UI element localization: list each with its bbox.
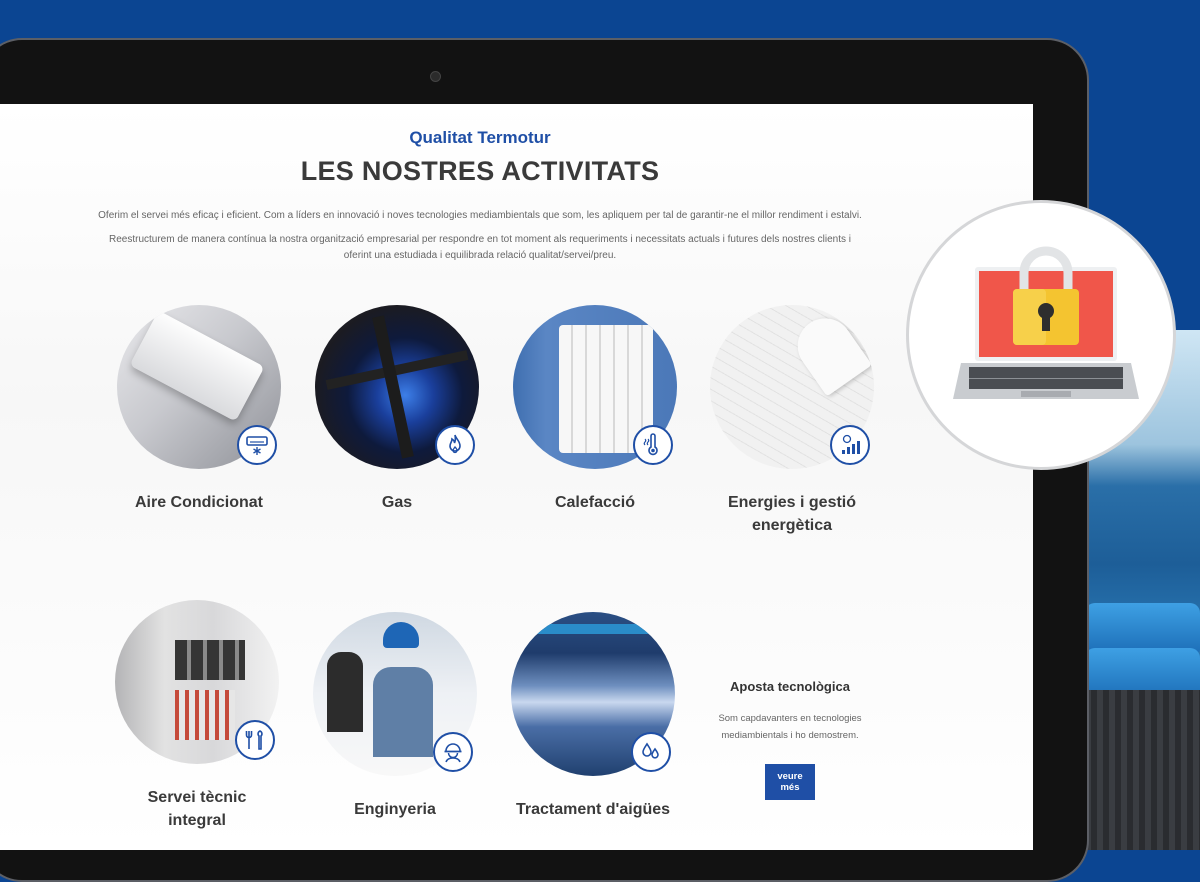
website-screen xyxy=(0,104,1033,850)
activity-card-servei-tecnic[interactable] xyxy=(112,600,282,832)
thermometer-icon xyxy=(633,425,673,465)
security-badge xyxy=(906,200,1176,470)
activity-card-tractament-aigues[interactable] xyxy=(508,612,678,821)
promo-title: Aposta tecnològica xyxy=(730,679,850,694)
laptop-padlock-icon xyxy=(909,203,1173,467)
promo-block xyxy=(700,679,880,800)
tools-icon xyxy=(235,720,275,760)
activity-title: Enginyeria xyxy=(354,801,436,818)
air-conditioner-icon xyxy=(237,425,277,465)
activity-image xyxy=(710,305,874,469)
activity-image xyxy=(511,612,675,776)
activity-image xyxy=(313,612,477,776)
energy-chart-icon xyxy=(830,425,870,465)
intro-text xyxy=(95,208,865,272)
activity-image xyxy=(315,305,479,469)
intro-paragraph: Oferim el servei més eficaç i eficient. Com a líders en innovació i noves tecnologies mediambientals que som, les apliquem per tal de garantir-ne el millor rendiment i estalvi. xyxy=(98,210,862,221)
water-drops-icon xyxy=(631,732,671,772)
laptop-camera xyxy=(430,71,441,82)
activity-image xyxy=(117,305,281,469)
activity-title: Aire Condicionat xyxy=(134,494,263,511)
page-title: LES NOSTRES ACTIVITATS xyxy=(300,156,660,186)
see-more-button[interactable]: veure més xyxy=(765,764,815,800)
activity-card-aire-condicionat[interactable] xyxy=(114,305,284,514)
intro-paragraph: Reestructurem de manera contínua la nostra organització empresarial per respondre en tot moment als requeriments i necessitats actuals i futures dels nostres clients i oferint una estudiada i equilibrada relació qualitat/servei/preu. xyxy=(108,234,852,261)
activity-title: Energies i gestió energètica xyxy=(727,494,857,534)
activity-image xyxy=(115,600,279,764)
flame-icon xyxy=(435,425,475,465)
activity-image xyxy=(513,305,677,469)
activity-card-energies[interactable] xyxy=(707,305,877,537)
cooling-tower-base-image xyxy=(1085,690,1200,850)
activity-card-gas[interactable] xyxy=(312,305,482,514)
activity-title: Calefacció xyxy=(554,494,636,511)
cooling-tower-image xyxy=(1085,603,1200,653)
activity-card-enginyeria[interactable] xyxy=(310,612,480,821)
engineer-helmet-icon xyxy=(433,732,473,772)
section-kicker: Qualitat Termotur xyxy=(409,128,551,147)
activity-title: Tractament d'aigües xyxy=(515,801,671,818)
activity-title: Gas xyxy=(381,494,413,511)
promo-text: Som capdavanters en tecnologies mediambientals i ho demostrem. xyxy=(718,713,862,741)
activity-title: Servei tècnic integral xyxy=(147,789,247,829)
activity-card-calefaccio[interactable] xyxy=(510,305,680,514)
